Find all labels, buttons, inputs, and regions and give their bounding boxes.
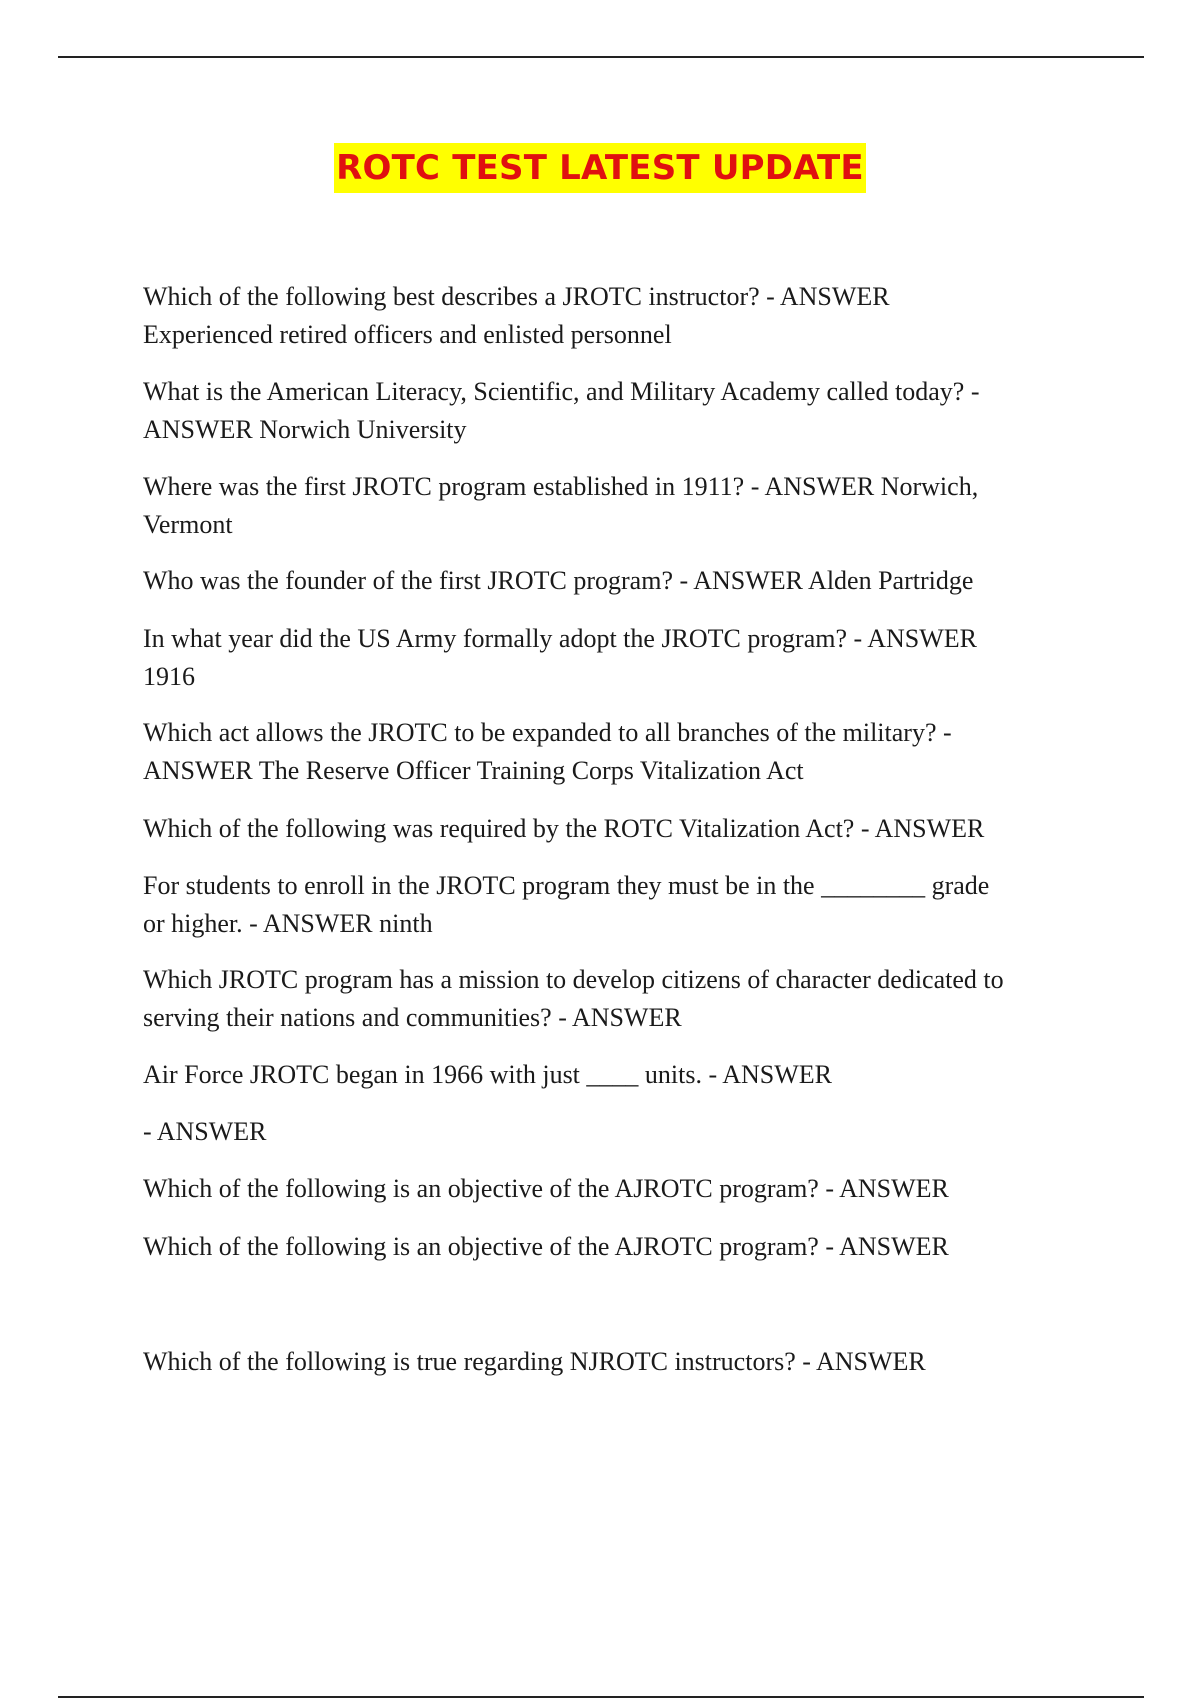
- qa-item-10: Air Force JROTC began in 1966 with just ____ units. - ANSWER: [143, 1060, 832, 1089]
- qa-item-6: Which act allows the JROTC to be expanded to all branches of the military? - ANSWER The Reserve Officer Training Corps Vitalization Act: [143, 718, 952, 785]
- title-container: [0, 143, 1200, 193]
- qa-item-9: Which JROTC program has a mission to develop citizens of character dedicated to serving their nations and communities? - ANSWER: [143, 965, 1004, 1032]
- qa-item-8: For students to enroll in the JROTC program they must be in the ________ grade or higher. - ANSWER ninth: [143, 871, 990, 938]
- qa-item-2: What is the American Literacy, Scientific, and Military Academy called today? - ANSWER Norwich University: [143, 377, 980, 444]
- top-rule: [58, 56, 1144, 58]
- qa-item-7: Which of the following was required by the ROTC Vitalization Act? - ANSWER: [143, 814, 985, 843]
- qa-item-13: Which of the following is an objective of the AJROTC program? - ANSWER: [143, 1232, 949, 1261]
- qa-item-4: Who was the founder of the first JROTC program? - ANSWER Alden Partridge: [143, 566, 974, 595]
- qa-item-1: Which of the following best describes a JROTC instructor? - ANSWER Experienced retired officers and enlisted personnel: [143, 282, 890, 349]
- qa-item-11: - ANSWER: [143, 1117, 267, 1146]
- qa-item-14: Which of the following is true regarding NJROTC instructors? - ANSWER: [143, 1347, 926, 1376]
- qa-item-12: Which of the following is an objective of the AJROTC program? - ANSWER: [143, 1174, 949, 1203]
- document-title: ROTC TEST LATEST UPDATE: [334, 143, 866, 193]
- bottom-rule: [58, 1696, 1144, 1698]
- qa-item-5: In what year did the US Army formally adopt the JROTC program? - ANSWER 1916: [143, 624, 978, 691]
- qa-item-3: Where was the first JROTC program established in 1911? - ANSWER Norwich, Vermont: [143, 472, 979, 539]
